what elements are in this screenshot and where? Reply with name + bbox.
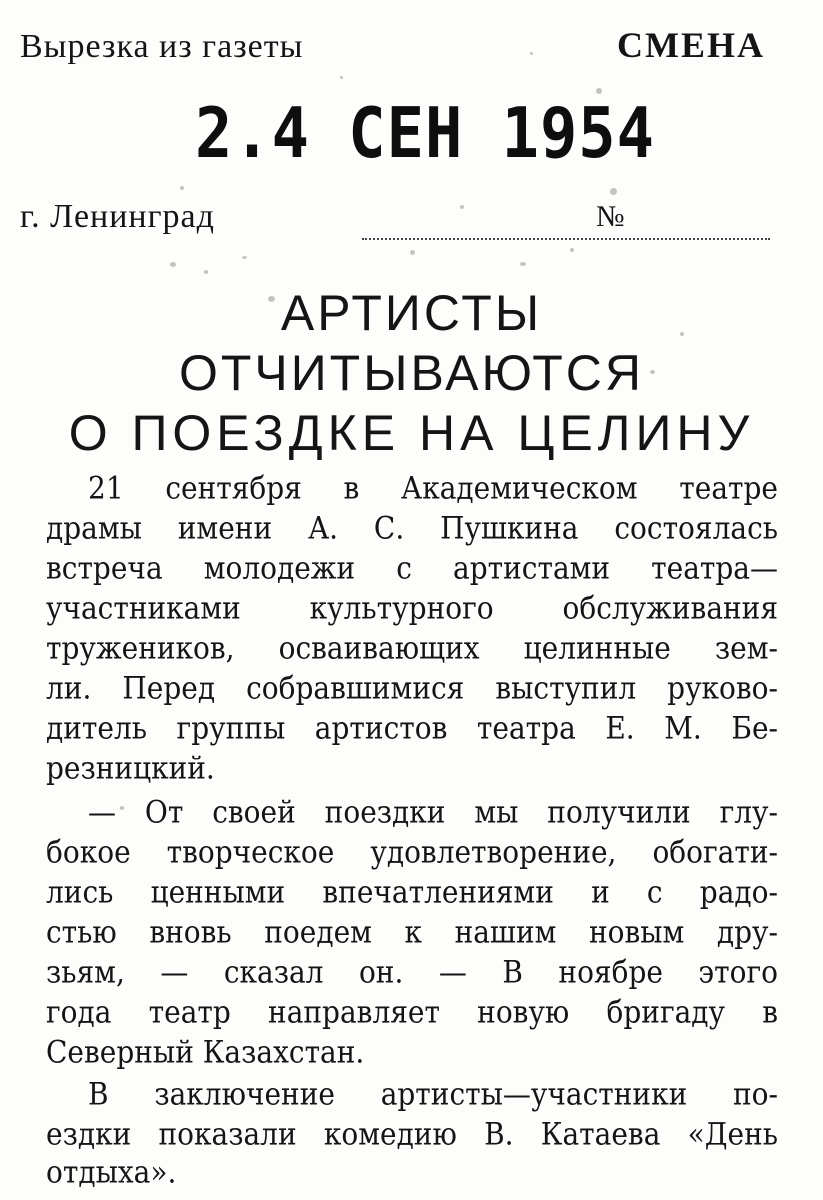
article-line: тружеников, осваивающих целинные зем- [46, 630, 778, 667]
article-line: стью вновь поедем к нашим новым дру- [46, 914, 778, 951]
article-line: В заключение артисты—участники по- [88, 1076, 778, 1113]
article-line: лись ценными впечатлениями и с радо- [46, 874, 778, 911]
number-mark: № [596, 200, 625, 233]
clipping-label: Вырезка из газеты [20, 28, 304, 65]
article-line: ездки показали комедию В. Катаева «День [46, 1116, 778, 1153]
dotted-underline [362, 238, 770, 240]
article-line: дитель группы артистов театра Е. М. Бе- [46, 710, 778, 747]
article-line: Северный Казахстан. [46, 1034, 365, 1071]
article-line: резницкий. [46, 750, 215, 787]
article-line: 21 сентября в Академическом театре [88, 470, 778, 507]
article-line: года театр направляет новую бригаду в [46, 994, 778, 1031]
article-line: драмы имени А. С. Пушкина состоялась [46, 510, 778, 547]
article-line: бокое творческое удовлетворение, обогати- [46, 834, 778, 871]
headline-line-1: АРТИСТЫ [280, 285, 543, 341]
headline-line-2: ОТЧИТЫВАЮТСЯ [178, 345, 644, 401]
date-stamp: 2.4 СЕН 1954 [195, 92, 655, 174]
article-line: встреча молодежи с артистами театра— [46, 550, 778, 587]
article-line: отдыха». [46, 1154, 177, 1191]
article-line: — От своей поездки мы получили глу- [88, 794, 778, 831]
headline-line-3: О ПОЕЗДКЕ НА ЦЕЛИНУ [68, 405, 755, 461]
city-label: г. Ленинград [20, 198, 215, 235]
article-line: ли. Перед собравшимися выступил руково- [46, 670, 778, 707]
article-line: зьям, — сказал он. — В ноябре этого [46, 954, 778, 991]
article-line: участниками культурного обслуживания [46, 590, 778, 627]
newspaper-name: СМЕНА [617, 25, 765, 65]
